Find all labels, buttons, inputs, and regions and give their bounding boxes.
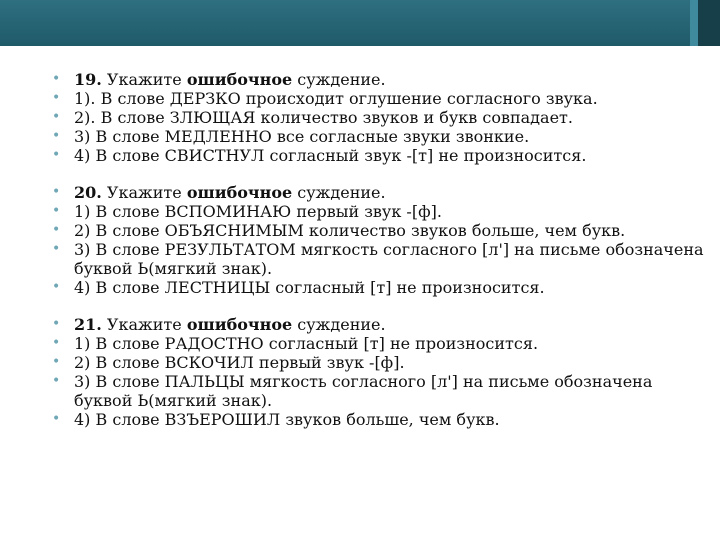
answer-option: • 4) В слове ВЗЪЕРОШИЛ звуков больше, чем букв. — [48, 410, 708, 429]
heading-emphasis: ошибочное — [186, 315, 293, 334]
question-21-heading — [48, 315, 708, 334]
header-accent-light — [690, 0, 698, 46]
heading-text: Укажите — [101, 70, 187, 89]
answer-option: • 1) В слове ВСПОМИНАЮ первый звук -[ф]. — [48, 202, 708, 221]
answer-option: • 2) В слове ВСКОЧИЛ первый звук -[ф]. — [48, 353, 708, 372]
answer-option: • 1) В слове РАДОСТНО согласный [т] не произносится. — [48, 334, 708, 353]
answer-option: • 4) В слове ЛЕСТНИЦЫ согласный [т] не произносится. — [48, 278, 708, 297]
question-19-heading — [48, 70, 708, 89]
header-accent-dark — [698, 0, 720, 46]
slide-content — [48, 70, 708, 447]
answer-option: • 2). В слове ЗЛЮЩАЯ количество звуков и букв совпадает. — [48, 108, 708, 127]
heading-text: Укажите — [101, 183, 187, 202]
question-21-list — [48, 315, 708, 429]
heading-text: Укажите — [101, 315, 187, 334]
answer-option: • 2) В слове ОБЪЯСНИМЫМ количество звуков больше, чем букв. — [48, 221, 708, 240]
heading-text-end: суждение. — [292, 315, 386, 334]
answer-option: • 3) В слове РЕЗУЛЬТАТОМ мягкость согласного [л'] на письме обозначена буквой Ь(мягкий знак). — [48, 240, 708, 278]
answer-option: • 1). В слове ДЕРЗКО происходит оглушение согласного звука. — [48, 89, 708, 108]
heading-text-end: суждение. — [292, 70, 386, 89]
answer-option: • 3) В слове ПАЛЬЦЫ мягкость согласного [л'] на письме обозначена буквой Ь(мягкий знак). — [48, 372, 708, 410]
answer-option: • 4) В слове СВИСТНУЛ согласный звук -[т] не произносится. — [48, 146, 708, 165]
slide-header-bar — [0, 0, 720, 46]
question-number: 20. — [74, 183, 102, 202]
question-number: 19. — [74, 70, 102, 89]
question-19-list — [48, 70, 708, 165]
answer-option: • 3) В слове МЕДЛЕННО все согласные звуки звонкие. — [48, 127, 708, 146]
question-20-list — [48, 183, 708, 297]
heading-emphasis: ошибочное — [186, 183, 293, 202]
heading-text-end: суждение. — [292, 183, 386, 202]
heading-emphasis: ошибочное — [186, 70, 293, 89]
question-number: 21. — [74, 315, 102, 334]
question-20-heading — [48, 183, 708, 202]
